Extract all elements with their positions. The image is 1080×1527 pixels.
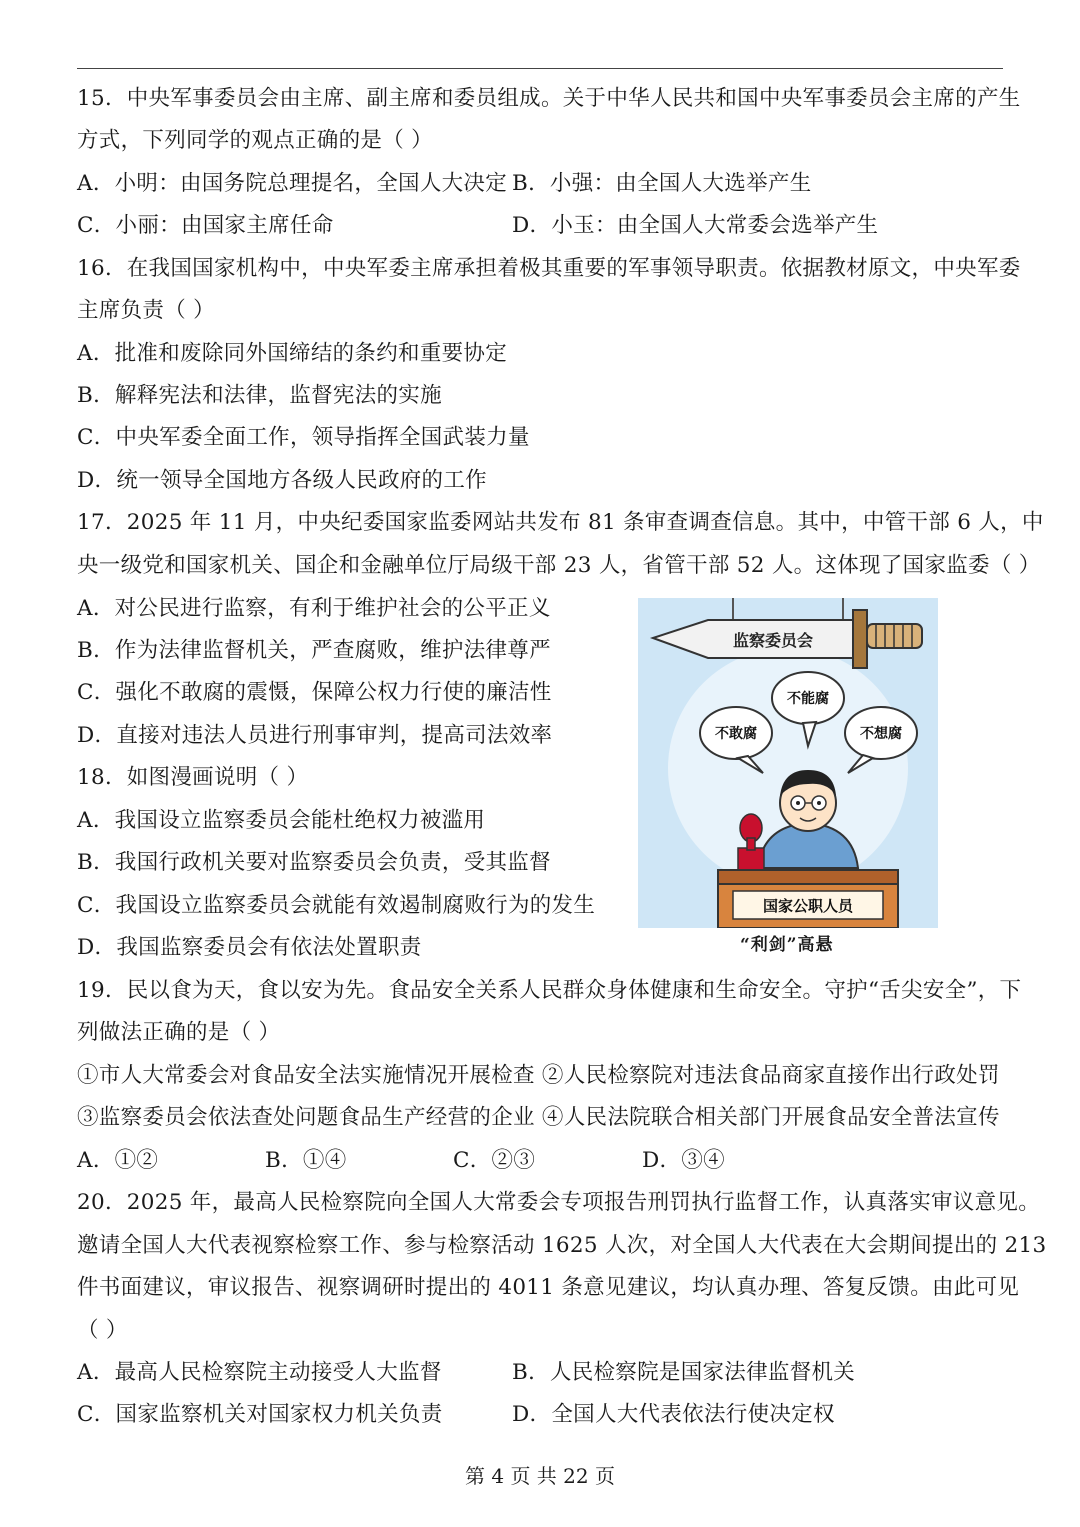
page-number-footer: 第 4 页 共 22 页 [465, 1464, 615, 1488]
q18-stem: 18．如图漫画说明（ ） [77, 765, 309, 790]
desk-label: 国家公职人员 [762, 897, 854, 915]
q15-option-a: A．小明：由国务院总理提名，全国人大决定 [77, 171, 508, 196]
q19-stem-line2: 列做法正确的是（ ） [77, 1020, 281, 1045]
bubble-middle-text: 不能腐 [787, 691, 829, 707]
q17-option-a: A．对公民进行监察，有利于维护社会的公平正义 [77, 596, 551, 621]
q16-option-d: D．统一领导全国地方各级人民政府的工作 [77, 468, 487, 493]
q20-option-d: D．全国人大代表依法行使决定权 [512, 1402, 835, 1427]
q19-stem-line1: 19．民以食为天，食以安为先。食品安全关系人民群众身体健康和生命安全。守护“舌尖安全”，下 [77, 978, 1022, 1003]
sword-label: 监察委员会 [732, 631, 814, 650]
q16-stem-line2: 主席负责（ ） [77, 298, 215, 323]
q18-option-d: D．我国监察委员会有依法处置职责 [77, 935, 422, 960]
cartoon-caption: “利剑”高悬 [740, 935, 834, 955]
q17-option-d: D．直接对违法人员进行刑事审判，提高司法效率 [77, 723, 553, 748]
q17-stem-line2: 央一级党和国家机关、国企和金融单位厅局级干部 23 人，省管干部 52 人。这体现了国家监委（ ） [77, 553, 1041, 578]
q16-option-b: B．解释宪法和法律，监督宪法的实施 [77, 383, 442, 408]
q19-option-d: D．③④ [642, 1148, 725, 1173]
q17-option-b: B．作为法律监督机关，严查腐败，维护法律尊严 [77, 638, 551, 663]
q19-option-c: C．②③ [453, 1148, 536, 1173]
bubble-right-text: 不想腐 [860, 726, 902, 742]
q20-option-a: A．最高人民检察院主动接受人大监督 [77, 1360, 442, 1385]
q19-option-b: B．①④ [265, 1148, 347, 1173]
q16-stem-line1: 16．在我国国家机构中，中央军委主席承担着极其重要的军事领导职责。依据教材原文，中央军委 [77, 256, 1021, 281]
q19-option-a: A．①② [77, 1148, 159, 1173]
q15-stem-line1: 15．中央军事委员会由主席、副主席和委员组成。关于中华人民共和国中央军事委员会主席的产生 [77, 86, 1021, 111]
q19-items-line1: ①市人大常委会对食品安全法实施情况开展检查 ②人民检察院对违法食品商家直接作出行政处罚 [77, 1063, 1000, 1088]
q15-option-d: D．小玉：由全国人大常委会选举产生 [512, 213, 879, 238]
q15-option-c: C．小丽：由国家主席任命 [77, 213, 334, 238]
q17-stem-line1: 17．2025 年 11 月，中央纪委国家监委网站共发布 81 条审查调查信息。其中，中管干部 6 人，中 [77, 510, 1044, 535]
q16-option-c: C．中央军委全面工作，领导指挥全国武装力量 [77, 425, 530, 450]
header-rule [77, 68, 1003, 69]
q20-stem-line3: 件书面建议，审议报告、视察调研时提出的 4011 条意见建议，均认真办理、答复反馈。由此可见 [77, 1275, 1020, 1300]
q16-option-a: A．批准和废除同外国缔结的条约和重要协定 [77, 341, 508, 366]
q15-stem-line2: 方式，下列同学的观点正确的是（ ） [77, 128, 433, 153]
q18-option-b: B．我国行政机关要对监察委员会负责，受其监督 [77, 850, 551, 875]
q15-option-b: B．小强：由全国人大选举产生 [512, 171, 812, 196]
cartoon-illustration [638, 598, 938, 928]
q20-option-c: C．国家监察机关对国家权力机关负责 [77, 1402, 443, 1427]
q20-stem-line2: 邀请全国人大代表视察检察工作、参与检察活动 1625 人次，对全国人大代表在大会期间提出的 213 [77, 1233, 1047, 1258]
q18-option-a: A．我国设立监察委员会能杜绝权力被滥用 [77, 808, 486, 833]
q20-stem-line1: 20．2025 年，最高人民检察院向全国人大常委会专项报告刑罚执行监督工作，认真落实审议意见。 [77, 1190, 1041, 1215]
q19-items-line2: ③监察委员会依法查处问题食品生产经营的企业 ④人民法院联合相关部门开展食品安全普法宣传 [77, 1105, 1000, 1130]
q20-option-b: B．人民检察院是国家法律监督机关 [512, 1360, 856, 1385]
q20-stem-line4: （ ） [77, 1318, 128, 1343]
bubble-left-text: 不敢腐 [715, 726, 757, 742]
q18-option-c: C．我国设立监察委员会就能有效遏制腐败行为的发生 [77, 893, 596, 918]
q17-option-c: C．强化不敢腐的震慑，保障公权力行使的廉洁性 [77, 680, 552, 705]
